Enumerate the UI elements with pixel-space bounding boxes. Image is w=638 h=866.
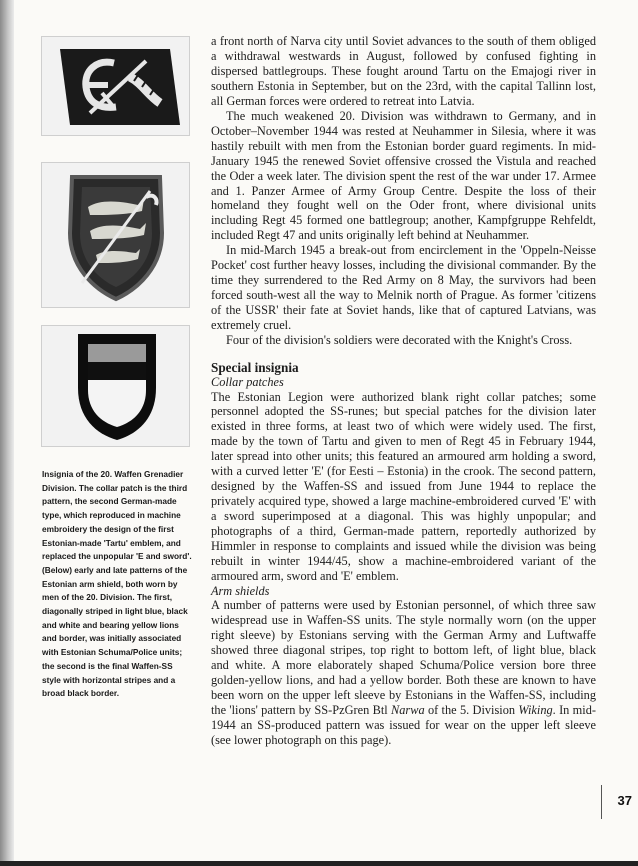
arm-shield-photo <box>41 325 190 447</box>
subheading-collar-patches: Collar patches <box>211 375 284 390</box>
section-heading: Special insignia <box>211 360 299 376</box>
paragraph: A number of patterns were used by Estonian personnel, of which three saw widespread use in Waffen-SS units. The style normally worn (on the upper right sleeve) by Estonians serving with the German Army and Luftwaffe showed three diagonal stripes, top right to bottom left, of light blue, black and white. A more elaborately shaped Schuma/Police version bore three golden-yellow lions, and had a yellow border. Both these are known to have been worn on the upper left sleeve by Estonians in the Waffen-SS, including the 'lions' pattern by SS-PzGren Btl Narwa of the 5. Division Wiking. In mid-1944 an SS-produced pattern was issued for wear on the upper left sleeve (see lower photograph on this page). <box>211 598 596 747</box>
paragraph: The Estonian Legion were authorized blank right collar patches; some personnel adopted the SS-runes; but special patches for the division later existed in three forms, at least two of which were widely used. The first, made by the town of Tartu and given to men of Regt 45 in February 1944, later spread into other units; this featured an armoured arm holding a sword, with a curved letter 'E' (for Eesti – Estonia) in the crook. The second pattern, designed by the Waffen-SS and issued from June 1944 to replace the privately acquired type, showed a large machine-embroidered curved 'E' with a sword superimposed at a diagonal. This was highly unpopular; and photographs of a third, German-made pattern, reportedly authorized by Himmler in response to complaints and issued while the division was being rebuilt in winter 1944/45, show a machine-embroidered variant of the armoured arm, sword and 'E' emblem. <box>211 389 596 583</box>
collar-patch-armoured-arm-sword-e-icon <box>42 37 189 135</box>
subheading-arm-shields: Arm shields <box>211 583 270 598</box>
arm-shield-horizontal-stripes-icon <box>42 326 189 446</box>
article-body <box>211 34 596 748</box>
book-spine-shadow <box>0 0 14 866</box>
page-number-rule <box>601 785 602 819</box>
page-number: 37 <box>617 793 632 808</box>
collar-patch-photo <box>41 36 190 136</box>
paragraph: In mid-March 1945 a break-out from encirclement in the 'Oppeln-Neisse Pocket' cost further heavy losses, including the divisional commander. By the time they surrendered to the Red Army on 8 May, the survivors had been forced south-west all the way to Melnik north of Prague. As former 'citizens of the USSR' their fate at Soviet hands, like that of captured Latvians, was extremely cruel. <box>211 243 596 333</box>
paragraph: Four of the division's soldiers were decorated with the Knight's Cross. <box>226 333 573 348</box>
paragraph: The much weakened 20. Division was withdrawn to Germany, and in October–November 1944 was rested at Neuhammer in Silesia, where it was hastily rebuilt with men from the Estonian border guard regiments. In mid-January 1945 the renewed Soviet offensive crossed the Vistula and reached the Oder a week later. The division spent the rest of the war under 17. Armee and 1. Panzer Armee of Army Group Centre. Despite the loss of their homeland they fought well on the Oder front, where divisional units including Regt 45 formed one battlegroup; another, Kampfgruppe Rehfeldt, included Regt 47 and units originally left behind at Neuhammer. <box>211 108 596 243</box>
embroidered-shield-three-lions-icon <box>42 163 189 307</box>
paragraph: a front north of Narva city until Soviet advances to the south of them obliged a withdrawal westwards in August, followed by confused fighting in dispersed battlegroups. These fought around Tartu on the Emajogi river in southern Estonia in September, but on the 23rd, with the capital Tallinn lost, all German forces were ordered to retreat into Latvia. <box>211 34 596 108</box>
page-bottom-edge <box>0 861 638 866</box>
tartu-emblem-photo <box>41 162 190 308</box>
figure-caption: Insignia of the 20. Waffen Grenadier Division. The collar patch is the third pattern, the second German-made type, which reproduced in machine embroidery the design of the first Estonian-made 'Tartu' emblem, and replaced the unpopular 'E and sword'. (Below) early and late patterns of the Estonian arm shield, both worn by men of the 20. Division. The first, diagonally striped in light blue, black and white and bearing yellow lions and border, was initially associated with Estonian Schuma/Police units; the second is the final Waffen-SS style with horizontal stripes and a broad black border. <box>42 469 192 699</box>
